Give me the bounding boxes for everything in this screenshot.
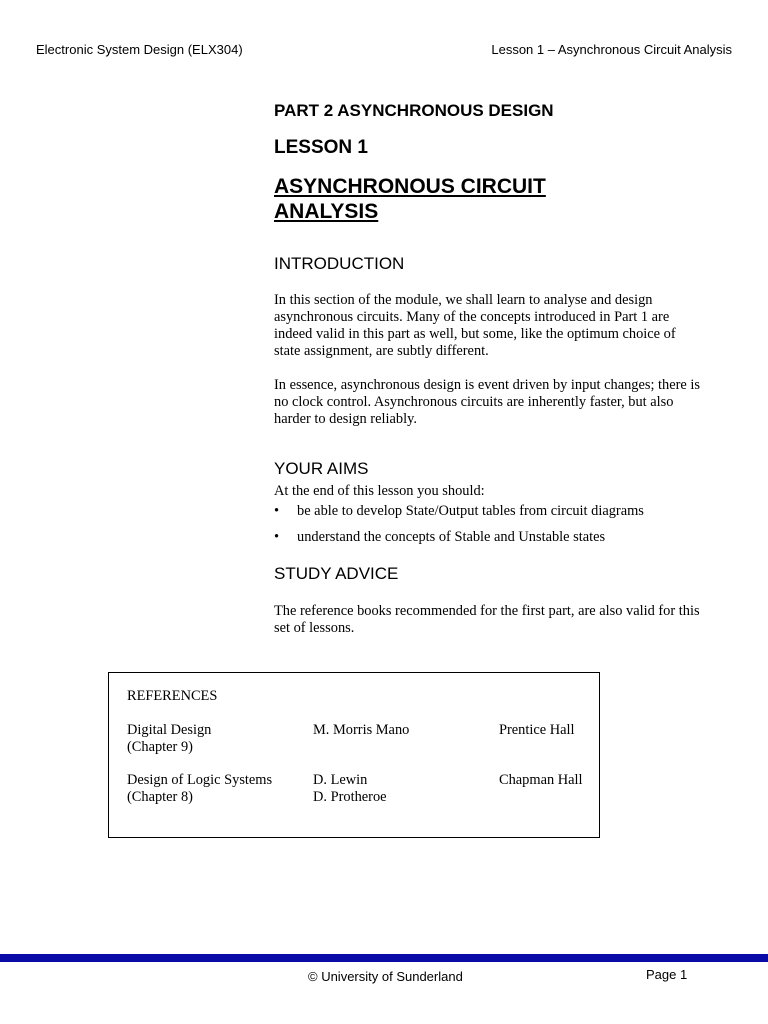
aim-text: understand the concepts of Stable and Unstable states	[297, 529, 606, 545]
aims-lead: At the end of this lesson you should:	[274, 483, 485, 499]
introduction-paragraph-1: In this section of the module, we shall learn to analyse and design asynchronous circuits. Many of the concepts introduced in Part 1 are indeed valid in this part as well, but some, like the optimum choice of state assignment, are subtly different.	[274, 292, 676, 359]
reference-title-cell	[127, 722, 312, 756]
aims-list	[274, 503, 704, 553]
reference-author-cell	[313, 772, 493, 806]
aim-text: be able to develop State/Output tables from circuit diagrams	[297, 503, 644, 519]
lesson-title: LESSON 1	[274, 137, 368, 158]
bullet-icon: •	[274, 503, 280, 519]
reference-publisher: Chapman Hall	[499, 772, 583, 788]
reference-chapter: (Chapter 9)	[127, 739, 193, 755]
reference-title: Digital Design	[127, 722, 212, 738]
reference-title-cell	[127, 772, 312, 806]
reference-title: Design of Logic Systems	[127, 772, 273, 788]
page-title: ASYNCHRONOUS CIRCUIT ANALYSIS	[274, 175, 546, 223]
reference-chapter: (Chapter 8)	[127, 789, 193, 805]
footer-copyright: © University of Sunderland	[308, 969, 463, 984]
study-advice-text: The reference books recommended for the first part, are also valid for this set of lessons.	[274, 603, 700, 636]
aims-heading: YOUR AIMS	[274, 459, 369, 478]
reference-publisher: Prentice Hall	[499, 722, 575, 738]
running-header-right: Lesson 1 – Asynchronous Circuit Analysis	[491, 42, 732, 57]
reference-author: D. Lewin	[313, 772, 368, 788]
reference-author: M. Morris Mano	[313, 722, 410, 738]
page-number: Page 1	[646, 967, 688, 982]
bullet-icon: •	[274, 529, 280, 545]
running-header-left: Electronic System Design (ELX304)	[36, 42, 243, 57]
references-box	[108, 672, 600, 838]
footer-rule	[0, 954, 768, 962]
references-heading: REFERENCES	[127, 688, 218, 704]
introduction-paragraph-2: In essence, asynchronous design is event driven by input changes; there is no clock control. Asynchronous circuits are inherently faster, but also harder to design reliably.	[274, 377, 701, 427]
introduction-heading: INTRODUCTION	[274, 254, 405, 273]
reference-author-cell	[313, 722, 493, 739]
part-title: PART 2 ASYNCHRONOUS DESIGN	[274, 101, 554, 120]
reference-author: D. Protheroe	[313, 789, 387, 805]
study-advice-heading: STUDY ADVICE	[274, 564, 399, 583]
